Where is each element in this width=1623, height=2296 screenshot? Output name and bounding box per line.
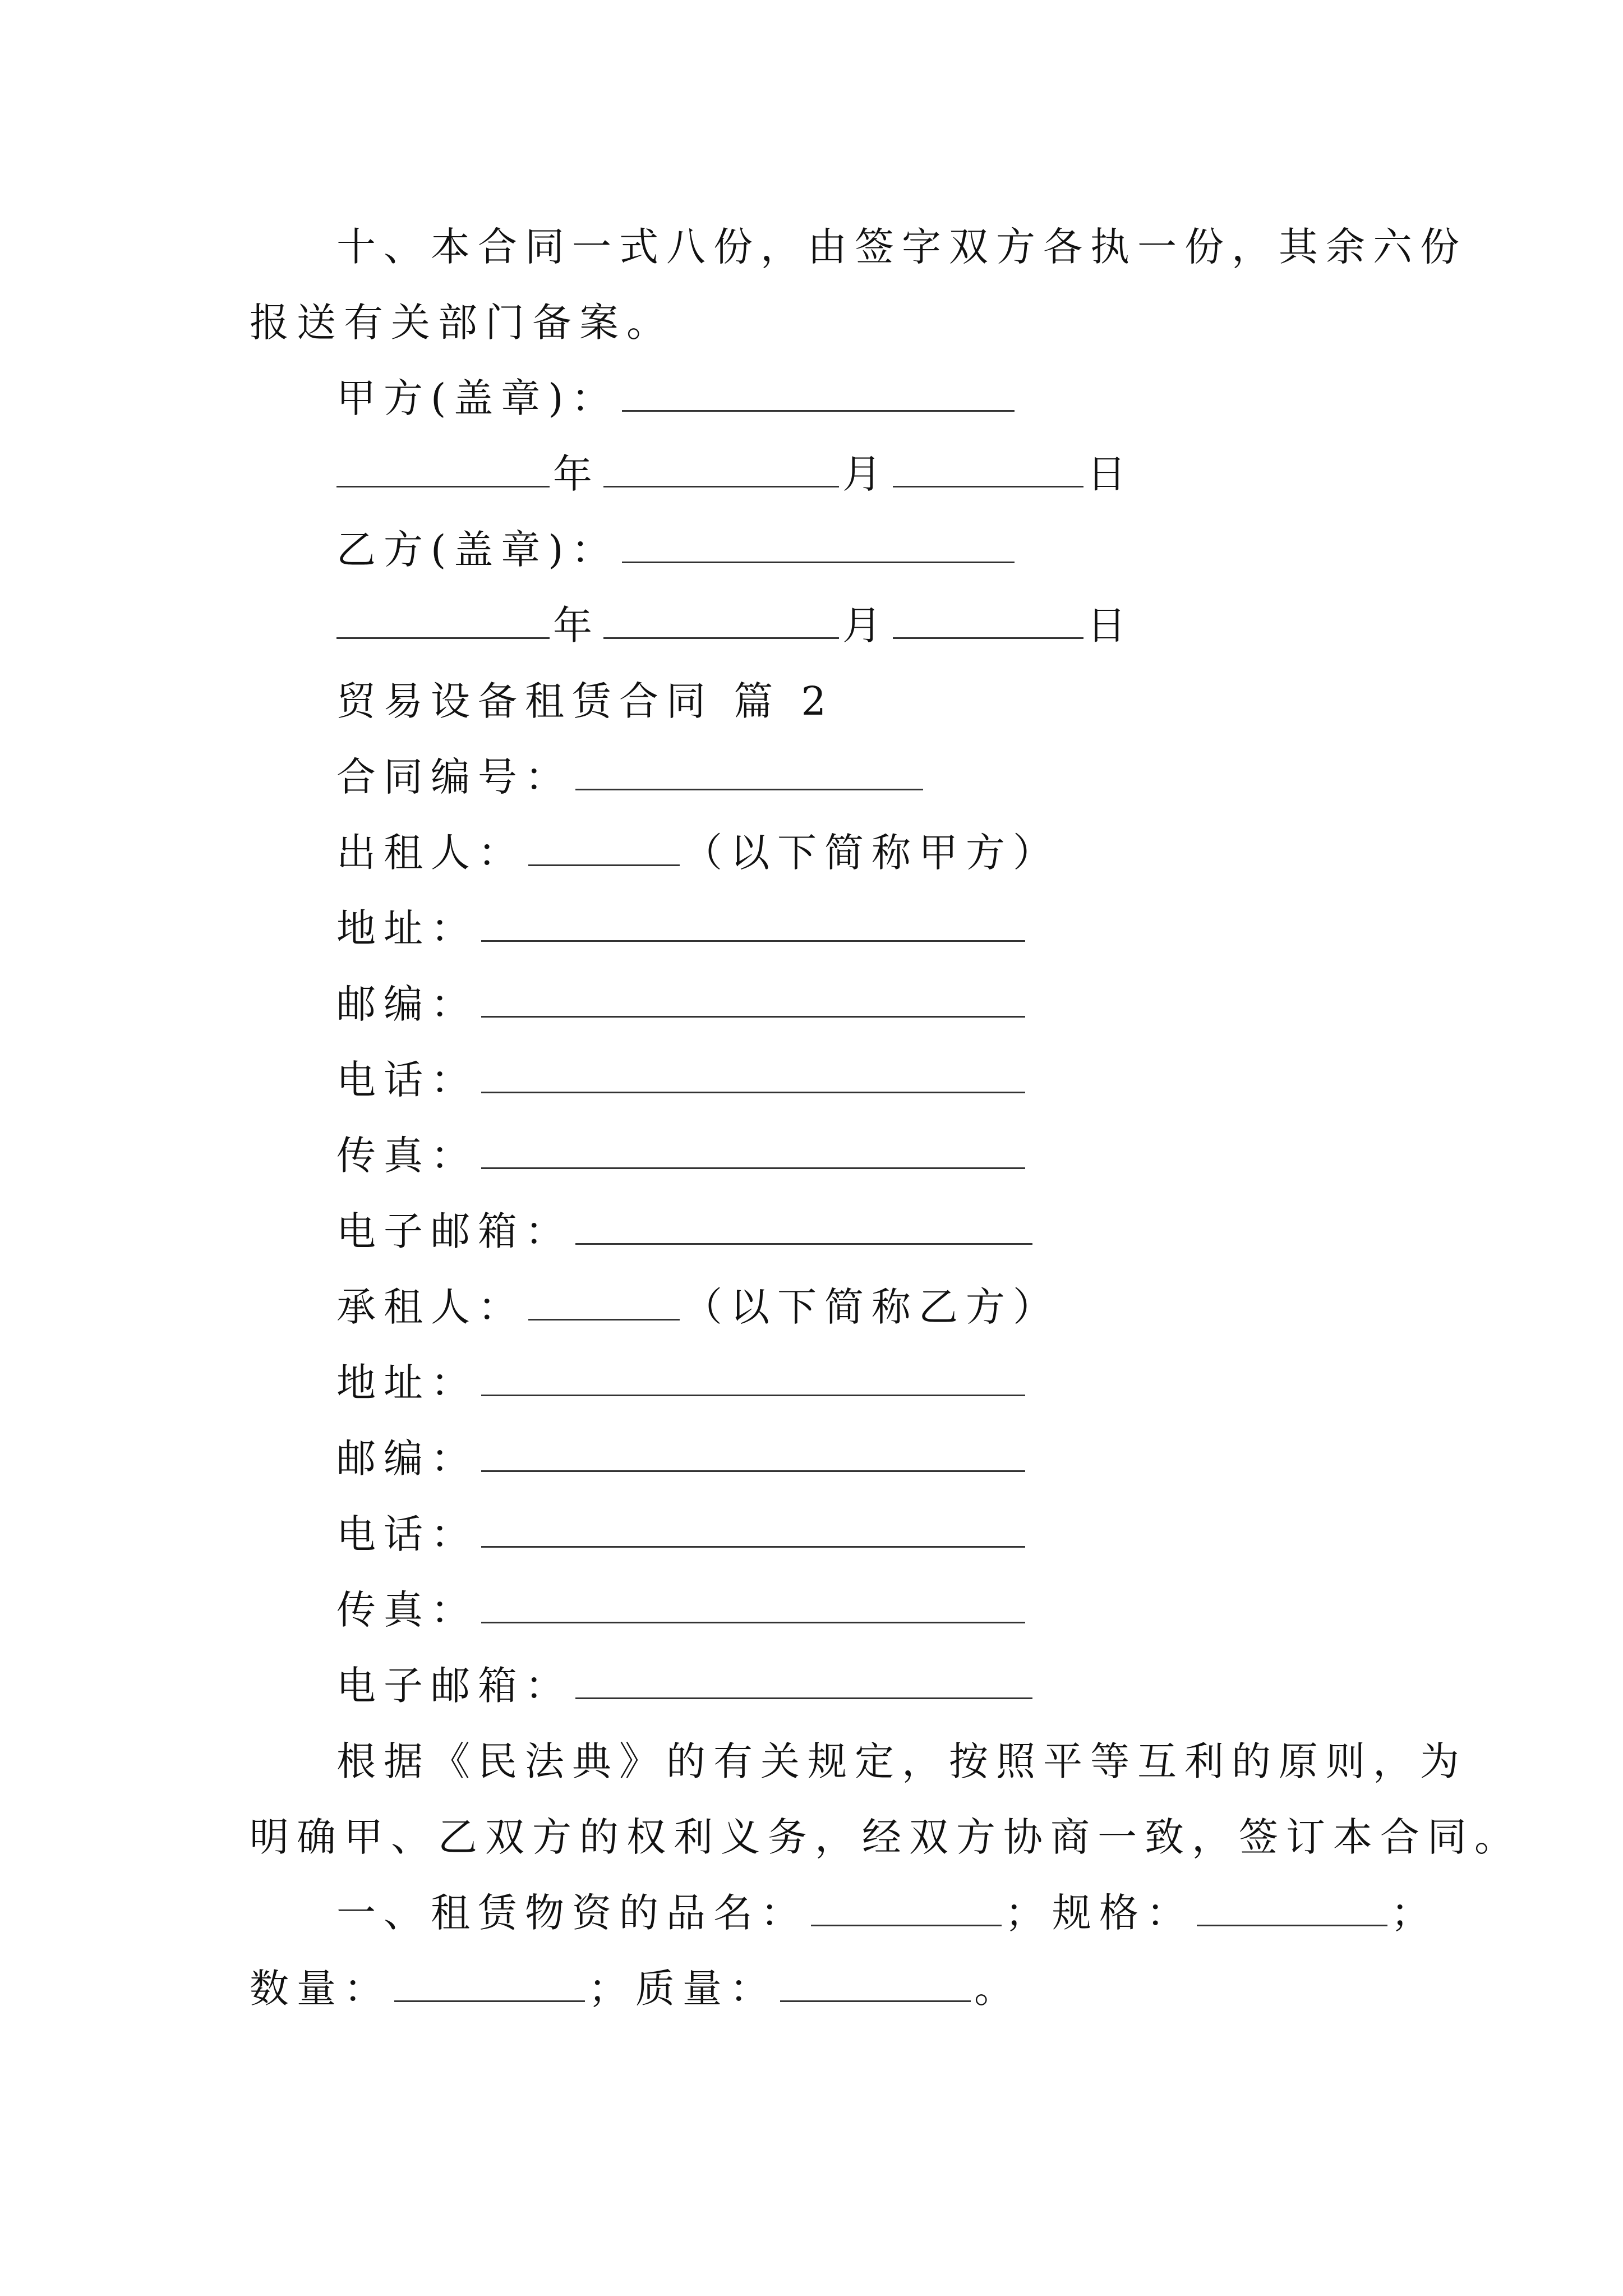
- lessor-address-label: 地址：: [336, 905, 478, 951]
- lessor-fax-line: [336, 1130, 1029, 1181]
- clause-1-sep-2: ；: [1391, 1890, 1438, 1936]
- clause-1-line-2: [250, 1963, 1021, 2014]
- lessor-phone-blank[interactable]: [481, 1059, 1025, 1093]
- clause-10-text-2: 报送有关部门备案。: [250, 300, 674, 346]
- date-b-line: [336, 600, 1134, 651]
- lessee-suffix: （以下简称乙方）: [683, 1284, 1060, 1330]
- lessee-phone-line: [336, 1509, 1029, 1559]
- lessee-blank[interactable]: [528, 1286, 680, 1320]
- contract-number-line: [336, 752, 926, 802]
- clause-1-spec-blank[interactable]: [1197, 1892, 1387, 1926]
- clause-10-line-1: [336, 222, 1467, 272]
- lessor-fax-blank[interactable]: [481, 1135, 1025, 1169]
- preamble-line-1: [336, 1736, 1467, 1787]
- preamble-line-2: [250, 1812, 1521, 1862]
- date-b-year-label: 年: [553, 602, 600, 648]
- lessee-fax-label: 传真：: [336, 1587, 478, 1633]
- lessee-label: 承租人：: [336, 1284, 525, 1330]
- lessor-postcode-line: [336, 979, 1029, 1029]
- lessee-address-blank[interactable]: [481, 1362, 1025, 1396]
- lessor-email-line: [336, 1206, 1036, 1257]
- date-a-month-label: 月: [842, 451, 889, 497]
- lessor-blank[interactable]: [528, 832, 680, 866]
- lessor-email-blank[interactable]: [575, 1211, 1032, 1245]
- party-a-seal-line: [336, 373, 1018, 424]
- party-b-seal-blank[interactable]: [622, 529, 1015, 563]
- lessee-line: [336, 1282, 1060, 1332]
- lessor-label: 出租人：: [336, 830, 525, 876]
- date-b-month-label: 月: [842, 602, 889, 648]
- date-b-year-blank[interactable]: [336, 605, 550, 639]
- lessor-line: [336, 827, 1060, 878]
- party-a-seal-label: 甲方(盖章)：: [336, 375, 619, 421]
- lessee-fax-line: [336, 1585, 1029, 1635]
- clause-1-name-blank[interactable]: [811, 1892, 1002, 1926]
- date-a-year-blank[interactable]: [336, 453, 550, 487]
- date-a-day-label: 日: [1087, 451, 1134, 497]
- date-b-day-label: 日: [1087, 602, 1134, 648]
- contract-heading-text: 贸易设备租赁合同 篇 2: [336, 678, 834, 724]
- clause-1-qty-label: 数量：: [250, 1966, 391, 2012]
- clause-1-sep-3: ；: [588, 1966, 635, 2012]
- date-b-month-blank[interactable]: [603, 605, 839, 639]
- lessor-postcode-blank[interactable]: [481, 983, 1025, 1018]
- clause-1-quality-label: 质量：: [635, 1966, 777, 2012]
- lessor-address-line: [336, 903, 1029, 954]
- party-a-seal-blank[interactable]: [622, 378, 1015, 412]
- lessee-phone-label: 电话：: [336, 1511, 478, 1557]
- lessee-phone-blank[interactable]: [481, 1513, 1025, 1548]
- lessor-phone-line: [336, 1055, 1029, 1105]
- contract-number-label: 合同编号：: [336, 754, 572, 800]
- clause-10-text-1: 十、本合同一式八份，由签字双方各执一份，其余六份: [336, 224, 1467, 270]
- lessor-phone-label: 电话：: [336, 1057, 478, 1103]
- lessee-email-line: [336, 1660, 1036, 1711]
- date-a-day-blank[interactable]: [893, 453, 1083, 487]
- clause-1-spec-label: 规格：: [1052, 1890, 1193, 1936]
- lessee-postcode-label: 邮编：: [336, 1435, 478, 1481]
- lessee-fax-blank[interactable]: [481, 1589, 1025, 1623]
- lessor-postcode-label: 邮编：: [336, 981, 478, 1027]
- date-a-line: [336, 449, 1134, 499]
- preamble-text-1: 根据《民法典》的有关规定，按照平等互利的原则，为: [336, 1738, 1467, 1784]
- lessor-email-label: 电子邮箱：: [336, 1208, 572, 1254]
- lessor-fax-label: 传真：: [336, 1133, 478, 1179]
- lessee-email-label: 电子邮箱：: [336, 1663, 572, 1709]
- date-b-day-blank[interactable]: [893, 605, 1083, 639]
- lessee-address-line: [336, 1358, 1029, 1408]
- clause-1-end: 。: [974, 1966, 1021, 2012]
- lessee-address-label: 地址：: [336, 1360, 478, 1406]
- lessor-suffix: （以下简称甲方）: [683, 830, 1060, 876]
- clause-10-line-2: [250, 297, 674, 348]
- lessee-postcode-line: [336, 1433, 1029, 1484]
- preamble-text-2: 明确甲、乙双方的权利义务，经双方协商一致，签订本合同。: [250, 1814, 1521, 1860]
- lessor-address-blank[interactable]: [481, 908, 1025, 942]
- clause-1-sep-1: ；: [1005, 1890, 1052, 1936]
- date-a-year-label: 年: [553, 451, 600, 497]
- contract-number-blank[interactable]: [575, 756, 923, 790]
- lessee-email-blank[interactable]: [575, 1665, 1032, 1699]
- party-b-seal-line: [336, 524, 1018, 575]
- clause-1-name-label: 一、租赁物资的品名：: [336, 1890, 808, 1936]
- contract-heading: [336, 676, 834, 726]
- clause-1-quality-blank[interactable]: [780, 1968, 971, 2002]
- date-a-month-blank[interactable]: [603, 453, 839, 487]
- clause-1-qty-blank[interactable]: [394, 1968, 585, 2002]
- party-b-seal-label: 乙方(盖章)：: [336, 527, 619, 573]
- clause-1-line-1: [336, 1888, 1438, 1938]
- lessee-postcode-blank[interactable]: [481, 1438, 1025, 1472]
